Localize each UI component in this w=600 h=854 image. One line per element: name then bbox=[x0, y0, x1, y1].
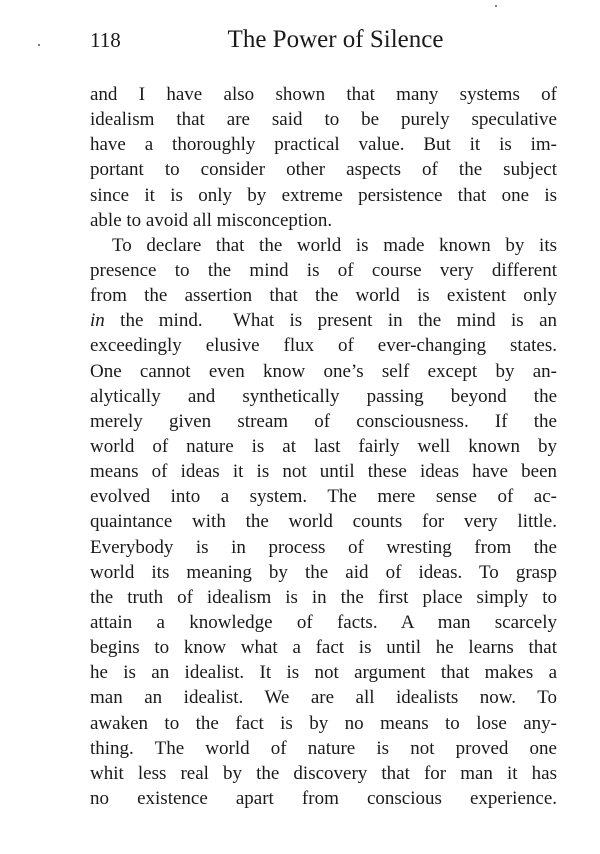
text-line: world of nature is at last fairly well known by bbox=[90, 435, 557, 457]
text-line: man an idealist. We are all idealists now. To bbox=[90, 687, 557, 709]
text-line: whit less real by the discovery that for man it has bbox=[90, 762, 557, 784]
running-title: The Power of Silence bbox=[227, 26, 444, 53]
text-line: begins to know what a fact is until he learns that bbox=[90, 637, 557, 659]
text-line: exceedingly elusive flux of ever-changing states. bbox=[90, 335, 557, 357]
text-line: and I have also shown that many systems of bbox=[90, 84, 557, 105]
scan-speck bbox=[38, 44, 40, 46]
running-header bbox=[90, 26, 557, 60]
text-line: To declare that the world is made known by its bbox=[112, 234, 557, 256]
text-line: One cannot even know one’s self except by an- bbox=[90, 360, 557, 382]
text-line: Everybody is in process of wresting from the bbox=[90, 536, 557, 558]
page-body-text bbox=[90, 82, 557, 811]
text-line: attain a knowledge of facts. A man scarcely bbox=[90, 611, 557, 633]
text-line: world its meaning by the aid of ideas. To grasp bbox=[90, 561, 557, 583]
text-line: no existence apart from conscious experience. bbox=[90, 787, 557, 809]
text-line: portant to consider other aspects of the subject bbox=[90, 159, 557, 181]
text-line: alytically and synthetically passing beyond the bbox=[90, 385, 557, 407]
text-line: quaintance with the world counts for very little. bbox=[90, 511, 557, 533]
text-line: evolved into a system. The mere sense of ac- bbox=[90, 486, 557, 508]
italic-word: in bbox=[90, 310, 105, 332]
text-line: thing. The world of nature is not proved one bbox=[90, 737, 557, 759]
text-line: from the assertion that the world is existent only bbox=[90, 285, 557, 307]
text-line: the truth of idealism is in the first place simply to bbox=[90, 586, 557, 608]
text-line bbox=[90, 308, 557, 333]
text-line: means of ideas it is not until these ideas have been bbox=[90, 461, 557, 483]
text-line: since it is only by extreme persistence that one is bbox=[90, 184, 557, 206]
page-number: 118 bbox=[90, 28, 121, 52]
text-segment: the mind. What is present in the mind is an bbox=[104, 310, 557, 332]
text-line: able to avoid all misconception. bbox=[90, 209, 333, 231]
text-line: merely given stream of consciousness. If the bbox=[90, 410, 557, 432]
text-line: idealism that are said to be purely speculative bbox=[90, 109, 557, 131]
text-line: he is an idealist. It is not argument that makes a bbox=[90, 662, 557, 684]
text-line: have a thoroughly practical value. But it is im- bbox=[90, 134, 557, 156]
text-line: awaken to the fact is by no means to lose any- bbox=[90, 712, 557, 734]
scan-speck bbox=[495, 5, 497, 7]
text-line: presence to the mind is of course very different bbox=[90, 259, 557, 281]
